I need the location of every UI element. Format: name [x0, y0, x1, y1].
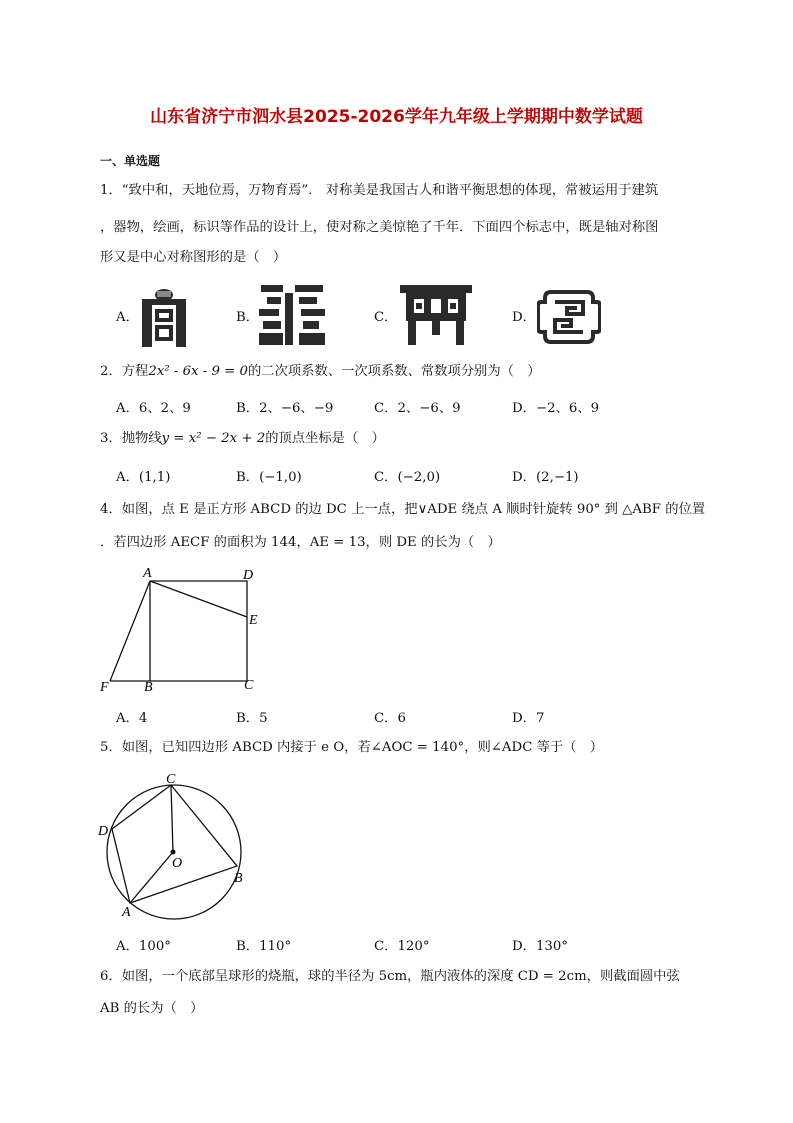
logo-a-icon [138, 283, 190, 347]
q4-label-f: F [100, 680, 109, 695]
logo-d-icon [537, 288, 601, 346]
q4-option-b: B．5 [236, 711, 268, 726]
q3-equation: y = x² − 2x + 2 [161, 431, 266, 446]
q5-label-d: D [98, 824, 109, 839]
q5-option-b: B．110° [236, 939, 292, 954]
q1-line-3: 形又是中心对称图形的是（ ） [100, 250, 287, 265]
q1-option-b-label: B． [236, 310, 260, 325]
q3-stem [100, 431, 385, 447]
logo-b-icon [257, 283, 327, 347]
q2-option-a: A．6、2、9 [116, 401, 191, 416]
logo-c-icon [400, 283, 472, 345]
q3-option-d: D．(2,−1) [512, 470, 579, 485]
q1-line-1: 1．“致中和，天地位焉，万物育焉”． 对称美是我国古人和谐平衡思想的体现，常被运用于建筑 [100, 183, 659, 198]
q2-suffix: 的二次项系数、一次项系数、常数项分别为（ ） [248, 364, 541, 379]
q5-label-b: B [234, 871, 243, 886]
q4-label-b: B [144, 680, 153, 695]
q5-option-d: D．130° [512, 939, 568, 954]
q2-prefix: 2．方程 [100, 364, 149, 379]
q5-option-c: C．120° [374, 939, 430, 954]
q1-option-c-label: C． [374, 310, 398, 325]
q5-option-a: A．100° [116, 939, 171, 954]
q5-label-a: A [122, 905, 131, 920]
q5-line-1: 5．如图，已知四边形 ABCD 内接于 e O，若∠AOC = 140°，则∠ADC 等于（ ） [100, 740, 604, 755]
q2-option-b: B．2、−6、−9 [236, 401, 334, 416]
q4-label-c: C [244, 678, 254, 693]
q1-line-2: ，器物，绘画，标识等作品的设计上，使对称之美惊艳了千年．下面四个标志中，既是轴对称图 [100, 220, 659, 235]
q6-line-2: AB 的长为（ ） [100, 1001, 204, 1016]
q4-label-e: E [249, 613, 258, 628]
q4-label-a: A [143, 566, 152, 581]
q1-option-a-label: A． [116, 310, 139, 325]
section-heading: 一、单选题 [100, 154, 161, 168]
q4-square-figure [95, 562, 275, 697]
q3-prefix: 3．抛物线 [100, 431, 162, 446]
q3-option-b: B．(−1,0) [236, 470, 302, 485]
q1-option-d-label: D． [512, 310, 536, 325]
q4-line-2: ．若四边形 AECF 的面积为 144，AE = 13，则 DE 的长为（ ） [100, 535, 501, 550]
q2-stem [100, 364, 541, 380]
q3-suffix: 的顶点坐标是（ ） [265, 431, 385, 446]
q2-option-c: C．2、−6、9 [374, 401, 461, 416]
q5-circle-figure [90, 768, 265, 920]
q4-option-c: C．6 [374, 711, 406, 726]
q5-label-o: O [172, 856, 183, 871]
q4-label-d: D [243, 568, 254, 583]
page-title: 山东省济宁市泗水县2025-2026学年九年级上学期期中数学试题 [150, 107, 643, 127]
q3-option-c: C．(−2,0) [374, 470, 441, 485]
q4-line-1: 4．如图，点 E 是正方形 ABCD 的边 DC 上一点，把∨ADE 绕点 A 顺时针旋转 90° 到 △ABF 的位置 [100, 502, 706, 517]
q2-option-d: D．−2、6、9 [512, 401, 600, 416]
q6-line-1: 6．如图，一个底部呈球形的烧瓶，球的半径为 5cm，瓶内液体的深度 CD = 2cm，则截面圆中弦 [100, 969, 680, 984]
q5-label-c: C [166, 772, 176, 787]
q3-option-a: A．(1,1) [116, 470, 171, 485]
q4-option-a: A．4 [116, 711, 148, 726]
q4-option-d: D．7 [512, 711, 545, 726]
q2-equation: 2x² - 6x - 9 = 0 [148, 364, 249, 379]
